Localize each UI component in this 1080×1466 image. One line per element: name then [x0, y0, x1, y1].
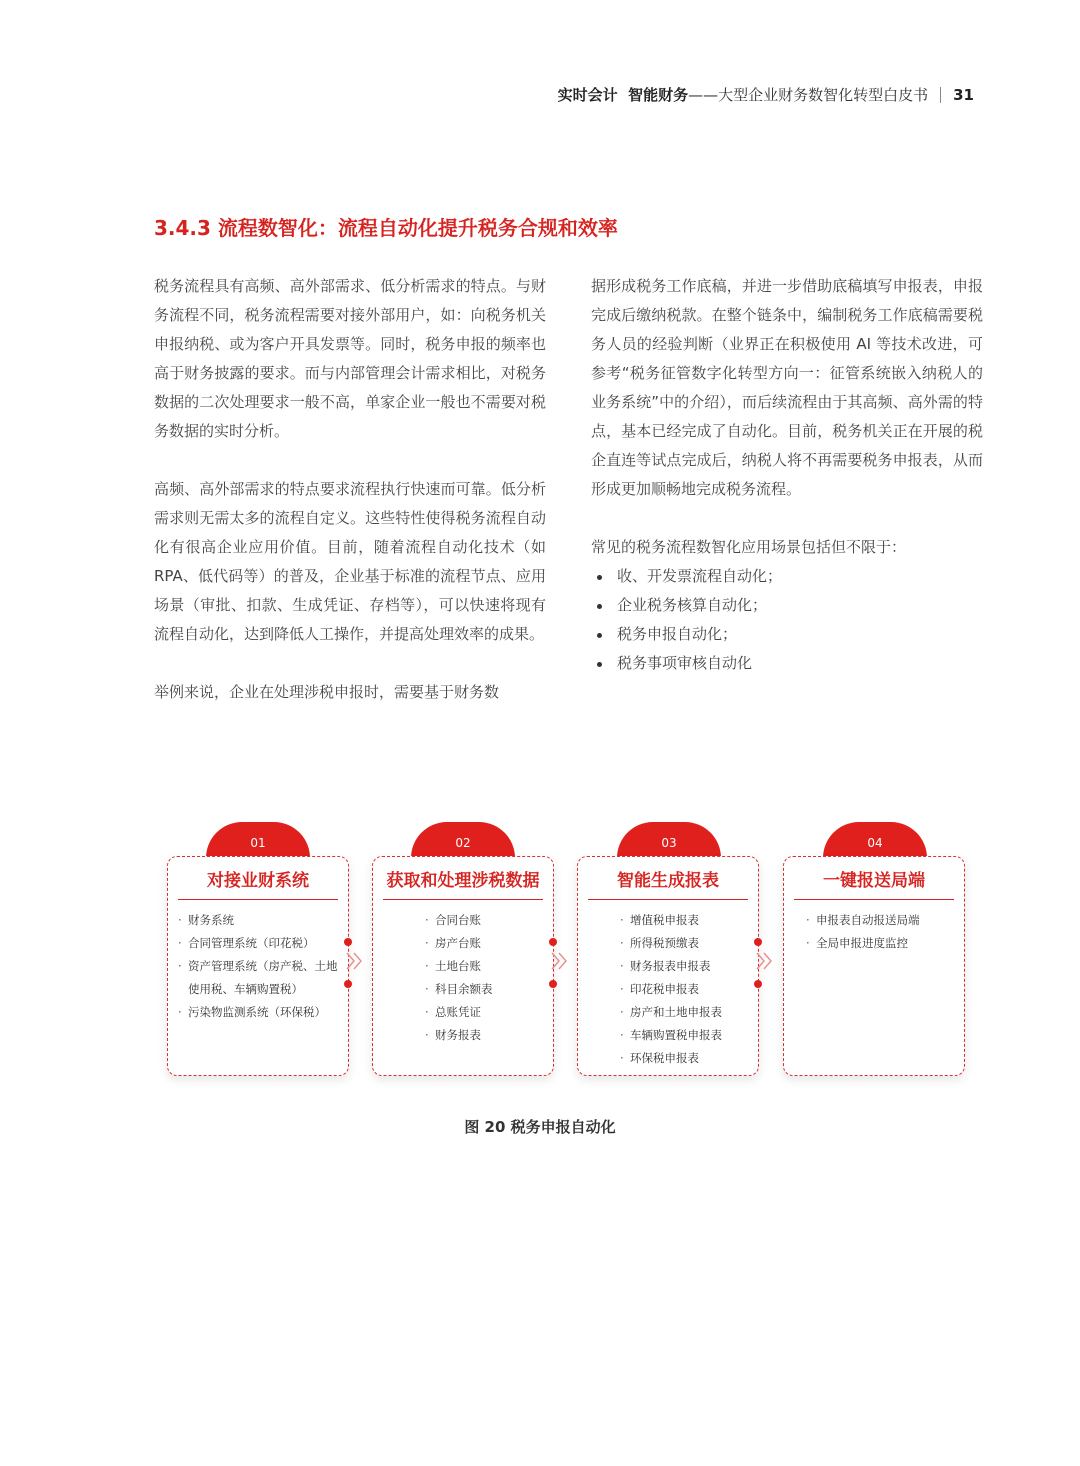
- paragraph: 常见的税务流程数智化应用场景包括但不限于：: [591, 538, 907, 556]
- step-item-list: [806, 909, 958, 955]
- step-title: 一键报送局端: [794, 865, 954, 900]
- paragraph: 高频、高外部需求的特点要求流程执行快速而可靠。低分析需求则无需太多的流程自定义。这些特性使得税务流程自动化有很高企业应用价值。目前，随着流程自动化技术（如 RPA、低代码等）的普及，企业基于标准的流程节点、应用场景（审批、扣款、生成凭证、存档等），可以快速将现有流程自动化，达到降低人工操作，并提高处理效率的成果。: [154, 480, 546, 643]
- list-item: · 财务报表申报表: [620, 955, 752, 978]
- list-item: · 污染物监测系统（环保税）: [178, 1001, 340, 1024]
- paragraph: 据形成税务工作底稿，并进一步借助底稿填写申报表，申报完成后缴纳税款。在整个链条中，编制税务工作底稿需要税务人员的经验判断（业界正在积极使用 AI 等技术改进，可参考“税务征管数字化转型方向一：征管系统嵌入纳税人的业务系统”中的介绍），而后续流程由于其高频、高外需的特点，基本已经完成了自动化。目前，税务机关正在开展的税企直连等试点完成后，纳税人将不再需要税务申报表，从而形成更加顺畅地完成税务流程。: [591, 277, 983, 498]
- list-item: · 合同管理系统（印花税）: [178, 932, 340, 955]
- list-item: · 资产管理系统（房产税、土地使用税、车辆购置税）: [178, 955, 340, 1001]
- connector-dot: [549, 980, 557, 988]
- list-item: · 印花税申报表: [620, 978, 752, 1001]
- list-item: · 申报表自动报送局端: [806, 909, 958, 932]
- scenario-list: [591, 562, 983, 678]
- step-title: 获取和处理涉税数据: [383, 865, 543, 900]
- step-title: 对接业财系统: [178, 865, 338, 900]
- header-divider: [940, 87, 941, 103]
- connector-dot: [754, 980, 762, 988]
- list-item: · 房产和土地申报表: [620, 1001, 752, 1024]
- step-title: 智能生成报表: [588, 865, 748, 900]
- connector-dot: [344, 938, 352, 946]
- step-item-list: [620, 909, 752, 1070]
- list-item: · 全局申报进度监控: [806, 932, 958, 955]
- step-card: [577, 856, 759, 1076]
- step-card: [783, 856, 965, 1076]
- step-number-tab: 04: [823, 822, 927, 858]
- connector-dot: [549, 938, 557, 946]
- running-header: [558, 84, 974, 105]
- page-number: 31: [953, 85, 974, 104]
- list-item: · 财务系统: [178, 909, 340, 932]
- list-item: 税务事项审核自动化: [591, 649, 983, 678]
- list-item: · 房产台账: [425, 932, 547, 955]
- section-title: 3.4.3 流程数智化：流程自动化提升税务合规和效率: [154, 216, 618, 240]
- paragraph: 税务流程具有高频、高外部需求、低分析需求的特点。与财务流程不同，税务流程需要对接外部用户，如：向税务机关申报纳税、或为客户开具发票等。同时，税务申报的频率也高于财务披露的要求。而与内部管理会计需求相比，对税务数据的二次处理要求一般不高，单家企业一般也不需要对税务数据的实时分析。: [154, 277, 546, 440]
- double-chevron-right-icon: [754, 950, 776, 972]
- connector-dot: [754, 938, 762, 946]
- right-column: [591, 272, 983, 678]
- process-diagram: [164, 822, 966, 1078]
- step-card: [167, 856, 349, 1076]
- step-item-list: [178, 909, 340, 1024]
- figure-caption: 图 20 税务申报自动化: [464, 1118, 616, 1136]
- list-item: · 车辆购置税申报表: [620, 1024, 752, 1047]
- step-item-list: [425, 909, 547, 1047]
- step-number-tab: 01: [206, 822, 310, 858]
- paragraph: 举例来说，企业在处理涉税申报时，需要基于财务数: [154, 683, 500, 701]
- double-chevron-right-icon: [549, 950, 571, 972]
- list-item: 税务申报自动化；: [591, 620, 983, 649]
- step-number-tab: 02: [411, 822, 515, 858]
- step-number-tab: 03: [617, 822, 721, 858]
- list-item: · 合同台账: [425, 909, 547, 932]
- header-title-bold: 实时会计 智能财务: [557, 86, 689, 104]
- list-item: 收、开发票流程自动化；: [591, 562, 983, 591]
- list-item: · 环保税申报表: [620, 1047, 752, 1070]
- left-column: [154, 272, 546, 707]
- list-item: · 土地台账: [425, 955, 547, 978]
- connector-dot: [344, 980, 352, 988]
- list-item: · 总账凭证: [425, 1001, 547, 1024]
- list-item: · 科目余额表: [425, 978, 547, 1001]
- header-title-rest: ——大型企业财务数智化转型白皮书: [688, 86, 929, 104]
- step-card: [372, 856, 554, 1076]
- list-item: · 所得税预缴表: [620, 932, 752, 955]
- list-item: · 财务报表: [425, 1024, 547, 1047]
- double-chevron-right-icon: [344, 950, 366, 972]
- list-item: 企业税务核算自动化；: [591, 591, 983, 620]
- list-item: · 增值税申报表: [620, 909, 752, 932]
